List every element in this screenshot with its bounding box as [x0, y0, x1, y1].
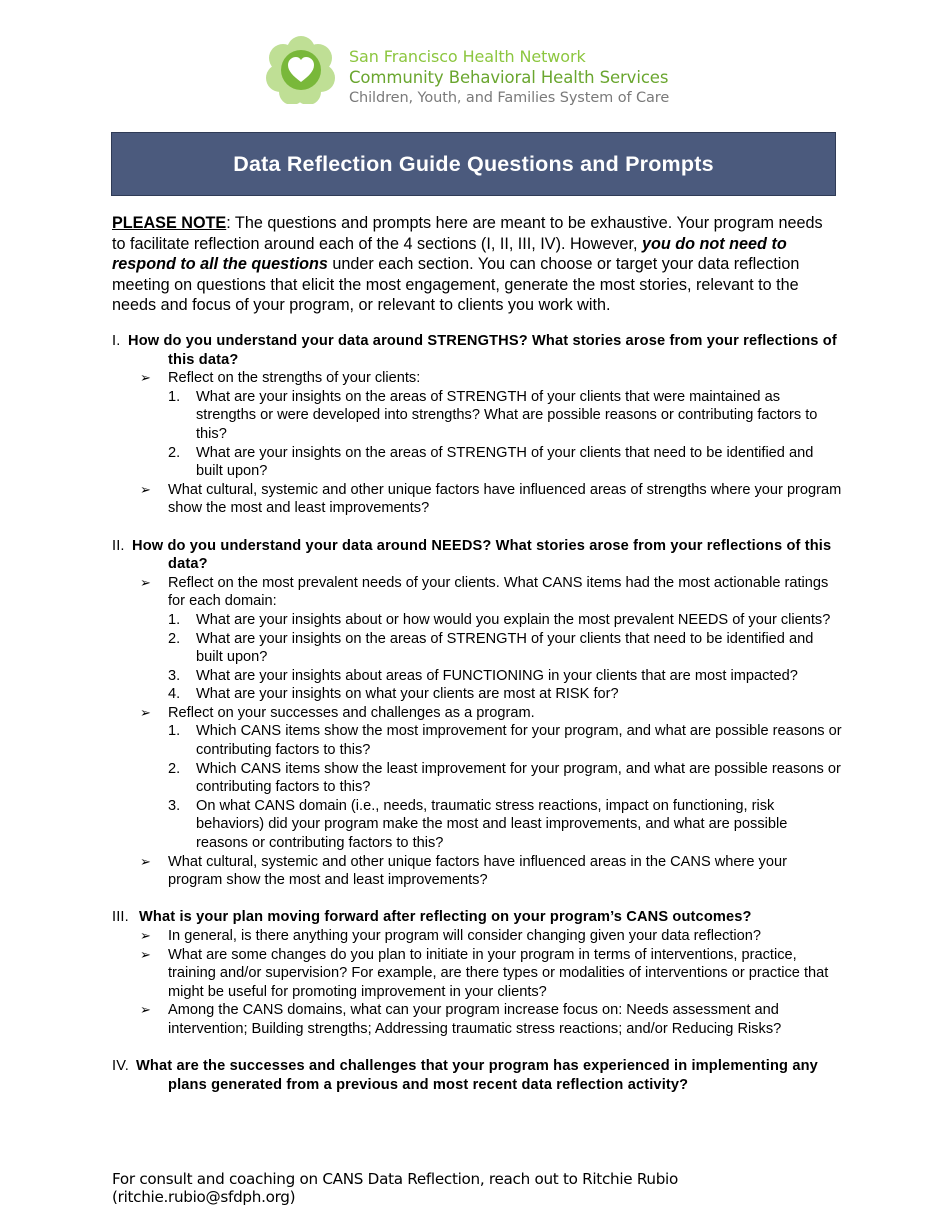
note-text-1: : The questions and prompts here are meant to be exhaustive. Your program needs to facilitate reflection around each of the 4 sections (I, II, III, IV). However,	[112, 214, 823, 253]
section-heading	[112, 537, 842, 574]
note-text-2: under each section. You can choose or target your data reflection meeting on questions that elicit the most engagement, generate the most stories, relevant to the needs and focus of your program, or relevant to clients you work with.	[112, 255, 800, 315]
bullet-item	[112, 704, 842, 723]
bullet-text: What are some changes do you plan to initiate in your program in terms of interventions, practice, training and/or supervision? For example, are there types or modalities of interventions or practice that might be useful for promoting improvement in your clients?	[168, 946, 829, 1000]
section-strengths	[112, 332, 842, 518]
bullet-item	[112, 574, 842, 611]
bullet-item	[112, 1001, 842, 1038]
item-number: 2.	[168, 760, 181, 777]
arrow-bullet-icon: ➢	[140, 704, 151, 720]
item-text: Which CANS items show the least improvement for your program, and what are possible reasons or contributing factors to this?	[196, 760, 841, 796]
please-note-paragraph	[112, 213, 837, 316]
section-heading	[112, 1057, 842, 1094]
item-number: 3.	[168, 797, 181, 814]
arrow-bullet-icon: ➢	[140, 928, 151, 943]
numbered-item	[112, 797, 842, 853]
note-label: PLEASE NOTE	[112, 214, 227, 232]
item-text: Which CANS items show the most improvement for your program, and what are possible reasons or contributing factors to this?	[196, 723, 842, 759]
numbered-item	[112, 667, 842, 686]
header	[266, 36, 686, 106]
item-text: On what CANS domain (i.e., needs, traumatic stress reactions, impact on functioning, risk behaviors) did your program make the most and least improvements, and what are possible reasons or contributing factors to this?	[196, 797, 788, 852]
section-title: What are the successes and challenges that your program has experienced in implementing any plans generated from a previous and most recent data reflection activity?	[136, 1058, 818, 1093]
bullet-text: Reflect on the most prevalent needs of your clients. What CANS items had the most actionable ratings for each domain:	[168, 574, 829, 610]
bullet-item	[112, 369, 842, 388]
numbered-item	[112, 760, 842, 797]
section-heading	[112, 908, 842, 927]
arrow-bullet-icon: ➢	[140, 853, 151, 869]
questions-content	[112, 332, 842, 1113]
bullet-item	[112, 946, 842, 1002]
footer-contact: For consult and coaching on CANS Data Reflection, reach out to Ritchie Rubio (ritchie.rubio@sfdph.org)	[112, 1170, 678, 1206]
sfhn-heart-logo-icon	[266, 36, 336, 104]
section-number: I.	[112, 333, 121, 349]
org-line-3: Children, Youth, and Families System of Care	[349, 90, 670, 106]
section-number: IV.	[112, 1058, 129, 1075]
section-number: III.	[112, 909, 129, 926]
org-line-1: San Francisco Health Network	[349, 47, 586, 66]
section-title: How do you understand your data around STRENGTHS? What stories arose from your reflections of this data?	[128, 333, 837, 368]
numbered-item	[112, 444, 842, 481]
item-number: 2.	[168, 444, 181, 461]
note-emphasis: you do not need to respond to all the questions	[112, 234, 787, 274]
item-number: 1.	[168, 611, 181, 628]
bullet-text: What cultural, systemic and other unique factors have influenced areas of strengths where your program show the most and least improvements?	[168, 481, 842, 517]
arrow-bullet-icon: ➢	[140, 946, 151, 962]
item-number: 1.	[168, 388, 181, 405]
bullet-item	[112, 481, 842, 518]
numbered-item	[112, 611, 842, 630]
item-number: 1.	[168, 723, 181, 740]
section-heading	[112, 332, 842, 369]
bullet-text: In general, is there anything your program will consider changing given your data reflection?	[168, 928, 762, 944]
section-plan	[112, 908, 842, 1038]
arrow-bullet-icon: ➢	[140, 1002, 151, 1018]
item-text: What are your insights on the areas of STRENGTH of your clients that were maintained as strengths or were developed into strengths? What are possible reasons or contributing factors to this?	[196, 388, 818, 442]
page-title: Data Reflection Guide Questions and Prompts	[233, 151, 714, 176]
item-number: 4.	[168, 686, 181, 703]
item-text: What are your insights on the areas of STRENGTH of your clients that need to be identified and built upon?	[196, 444, 814, 480]
bullet-item	[112, 927, 842, 946]
arrow-bullet-icon: ➢	[140, 481, 151, 497]
section-successes-challenges	[112, 1057, 842, 1094]
title-banner	[111, 132, 836, 196]
section-needs	[112, 537, 842, 890]
item-number: 3.	[168, 667, 181, 684]
numbered-item	[112, 722, 842, 759]
item-text: What are your insights about areas of FUNCTIONING in your clients that are most impacted?	[196, 667, 798, 684]
arrow-bullet-icon: ➢	[140, 370, 151, 386]
numbered-item	[112, 685, 842, 704]
item-number: 2.	[168, 630, 181, 647]
bullet-text: What cultural, systemic and other unique factors have influenced areas in the CANS where your program show the most and least improvements?	[168, 853, 787, 889]
arrow-bullet-icon: ➢	[140, 574, 151, 590]
numbered-item	[112, 388, 842, 444]
section-number: II.	[112, 537, 125, 554]
item-text: What are your insights on the areas of STRENGTH of your clients that need to be identified and built upon?	[196, 630, 814, 666]
bullet-text: Reflect on your successes and challenges as a program.	[168, 704, 535, 721]
org-line-2: Community Behavioral Health Services	[349, 68, 669, 87]
bullet-item	[112, 853, 842, 890]
organization-name	[349, 46, 669, 109]
section-title: How do you understand your data around NEEDS? What stories arose from your reflections of this data?	[132, 537, 832, 573]
numbered-item	[112, 630, 842, 667]
section-title: What is your plan moving forward after reflecting on your program’s CANS outcomes?	[139, 909, 752, 926]
bullet-text: Among the CANS domains, what can your program increase focus on: Needs assessment and intervention; Building strengths; Addressing traumatic stress reactions; and/or Reducing Risks?	[168, 1002, 782, 1037]
item-text: What are your insights on what your clients are most at RISK for?	[196, 686, 619, 703]
item-text: What are your insights about or how would you explain the most prevalent NEEDS of your clients?	[196, 611, 831, 628]
bullet-text: Reflect on the strengths of your clients:	[168, 370, 421, 387]
